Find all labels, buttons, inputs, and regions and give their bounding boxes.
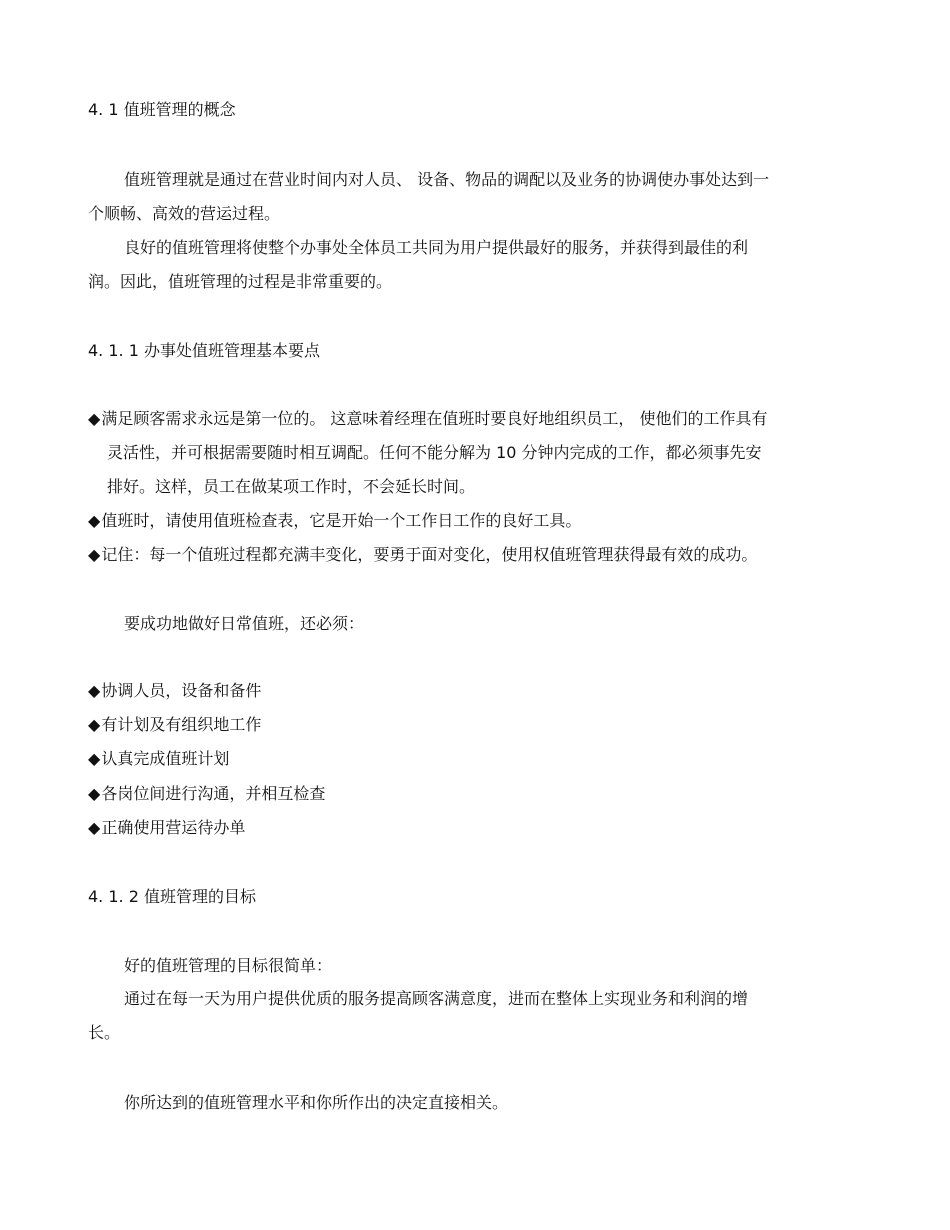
bullet-point-1-line-2: 灵活性，并可根据需要随时相互调配。任何不能分解为 10 分钟内完成的工作，都必须事先安 bbox=[107, 443, 762, 462]
must-intro: 要成功地做好日常值班，还必须： bbox=[124, 614, 365, 633]
section-heading-4-1-2: 4. 1. 2 值班管理的目标 bbox=[88, 887, 256, 906]
diamond-bullet-icon: ◆ bbox=[88, 545, 101, 564]
diamond-bullet-icon: ◆ bbox=[88, 681, 101, 700]
paragraph-2-line-1: 良好的值班管理将使整个办事处全体员工共同为用户提供最好的服务，并获得到最佳的利 bbox=[124, 238, 749, 257]
diamond-bullet-icon: ◆ bbox=[88, 784, 101, 803]
diamond-bullet-icon: ◆ bbox=[88, 511, 101, 530]
bullet-point-1-line-3: 排好。这样，员工在做某项工作时，不会延长时间。 bbox=[107, 477, 476, 496]
must-item-text: 有计划及有组织地工作 bbox=[101, 715, 262, 734]
must-item-text: 各岗位间进行沟通，并相互检查 bbox=[101, 784, 326, 803]
must-item-text: 正确使用营运待办单 bbox=[101, 818, 246, 837]
must-item bbox=[88, 783, 325, 805]
bullet-point-3 bbox=[88, 544, 757, 566]
must-item bbox=[88, 748, 229, 770]
diamond-bullet-icon: ◆ bbox=[88, 409, 101, 428]
bullet-point-1-line-1 bbox=[88, 408, 768, 430]
bullet-point-2 bbox=[88, 510, 581, 532]
bullet-point-2-text: 值班时，请使用值班检查表，它是开始一个工作日工作的良好工具。 bbox=[101, 511, 582, 530]
diamond-bullet-icon: ◆ bbox=[88, 715, 101, 734]
closing-sentence: 你所达到的值班管理水平和你所作出的决定直接相关。 bbox=[124, 1093, 509, 1112]
paragraph-1-line-2: 个顺畅、高效的营运过程。 bbox=[88, 204, 281, 223]
diamond-bullet-icon: ◆ bbox=[88, 818, 101, 837]
paragraph-2-line-2: 润。因此，值班管理的过程是非常重要的。 bbox=[88, 272, 393, 291]
must-item bbox=[88, 817, 245, 839]
must-item-text: 认真完成值班计划 bbox=[101, 749, 230, 768]
section-heading-4-1: 4. 1 值班管理的概念 bbox=[88, 100, 236, 119]
must-item bbox=[88, 680, 261, 702]
goal-line-2: 长。 bbox=[88, 1023, 121, 1042]
diamond-bullet-icon: ◆ bbox=[88, 749, 101, 768]
section-heading-4-1-1: 4. 1. 1 办事处值班管理基本要点 bbox=[88, 341, 320, 360]
must-item bbox=[88, 714, 261, 736]
bullet-point-3-text: 记住：每一个值班过程都充满丰变化，要勇于面对变化，使用权值班管理获得最有效的成功。 bbox=[101, 545, 758, 564]
paragraph-1-line-1: 值班管理就是通过在营业时间内对人员、 设备、物品的调配以及业务的协调使办事处达到一 bbox=[124, 170, 770, 189]
goal-intro: 好的值班管理的目标很简单： bbox=[124, 956, 333, 975]
bullet-point-1-text: 满足顾客需求永远是第一位的。 这意味着经理在值班时要良好地组织员工， 使他们的工作具有 bbox=[101, 409, 768, 428]
must-item-text: 协调人员，设备和备件 bbox=[101, 681, 262, 700]
goal-line-1: 通过在每一天为用户提供优质的服务提高顾客满意度，进而在整体上实现业务和利润的增 bbox=[124, 989, 749, 1008]
